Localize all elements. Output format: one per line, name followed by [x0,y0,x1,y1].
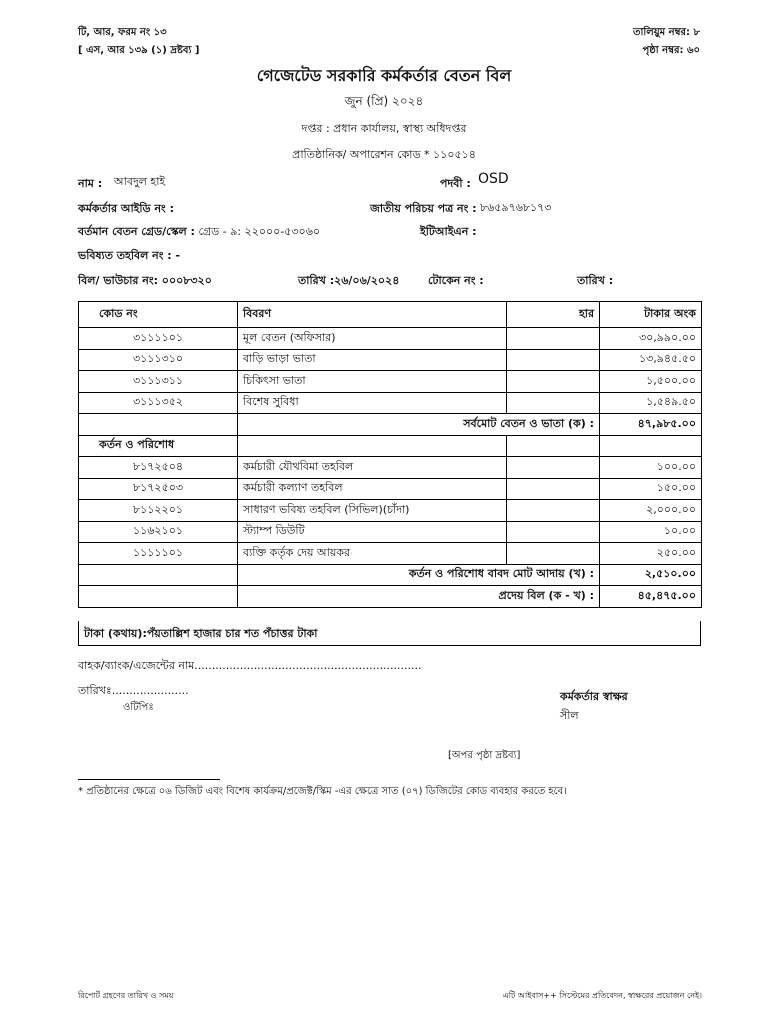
bill-title: গেজেটেড সরকারি কর্মকর্তার বেতন বিল [256,66,512,85]
row-amount: ১,৫৪৯.৫০ [600,392,702,414]
form-number: টি, আর, ফরম নং ১৩ [78,27,167,38]
name-label: নাম : [78,177,103,190]
deduction-total-label: কর্তন ও পরিশোধ বাবদ মোট আদায় (খ) : [238,564,600,586]
deduction-total-amount: ২,৫১০.০০ [600,564,702,586]
net-payable-label: প্রদেয় বিল (ক - খ) : [238,586,600,608]
seal-label: সীল [560,709,579,722]
table-row [79,521,702,543]
see-overleaf: [অপর পৃষ্ঠা দ্রষ্টব্য] [448,750,521,761]
designation-value: OSD [478,171,509,187]
row-description: সাধারণ ভবিষ্য তহবিল (সিভিল)(চাঁদা) [238,500,507,522]
system-note: এটি আইবাস++ সিস্টেমের প্রতিবেদন, স্বাক্ষরের প্রয়োজন নেই। [502,991,702,1000]
rule-reference: [ এস, আর ১৩৯ (১) দ্রষ্টব্য ] [78,45,200,56]
bill-month: জুন (প্রি) ২০২৪ [344,94,424,108]
row-description: ব্যক্তি কর্তৃক দেয় আয়কর [238,543,507,565]
voucher-number: বিল/ ভাউচার নং: ০০০৮৩২০ [78,274,212,287]
table-row [79,371,702,393]
row-code: ৩১১১৩১০ [79,349,238,371]
row-amount: ১৫০.০০ [600,478,702,500]
header-code: কোড নং [79,302,238,328]
tin-label: ইটিআইএন : [420,225,477,238]
deduction-header: কর্তন ও পরিশোধ [79,435,238,457]
table-row [79,392,702,414]
nid-value: ৮৬৫৯৭৬৮১৭৩ [480,201,552,214]
token-number: টোকেন নং : [428,274,484,287]
row-description: বিশেষ সুবিধা [238,392,507,414]
row-amount: ২,০০০.০০ [600,500,702,522]
row-code: ৮১১২২০১ [79,500,238,522]
gross-total-label: সর্বমোট বেতন ও ভাতা (ক) : [238,414,600,436]
table-row [79,457,702,479]
row-code: ৮১৭২৫০৪ [79,457,238,479]
amount-in-words: টাকা (কথায়):পঁয়তাল্লিশ হাজার চার শত পঁচাত্তর টাকা [78,621,701,646]
row-code: ১১১১১০১ [79,543,238,565]
list-number: তালিয়ুম নম্বর: ৮ [633,27,700,38]
row-amount: ৩০,৯৯০.০০ [600,328,702,350]
row-amount: ১৩,৯৪৫.৫০ [600,349,702,371]
header-rate: হার [507,302,600,328]
row-code: ৩১১১৩৫২ [79,392,238,414]
officer-id-label: কর্মকর্তার আইডি নং : [78,202,174,215]
net-payable-amount: ৪৫,৪৭৫.০০ [600,586,702,608]
token-date: তারিখ : [577,274,614,287]
deduction-total-row [79,564,702,586]
row-description: চিকিৎসা ভাতা [238,371,507,393]
bill-table [78,301,702,608]
footnote: * প্রতিষ্ঠানের ক্ষেত্রে ০৬ ডিজিট এবং বিশেষ কার্যক্রম/প্রজেক্ট/স্কিম -এর ক্ষেত্রে সাত (০৭) ডিজিটের কোড ব্যবহার করতে হবে। [78,786,567,797]
row-description: কর্মচারী যৌথবিমা তহবিল [238,457,507,479]
provident-fund-label: ভবিষ্যত তহবিল নং : - [78,249,181,262]
page-number: পৃষ্ঠা নম্বর: ৬০ [642,45,700,56]
row-description: বাড়ি ভাড়া ভাতা [238,349,507,371]
row-amount: ২৫০.০০ [600,543,702,565]
row-code: ১১৬২১০১ [79,521,238,543]
table-row [79,500,702,522]
deduction-header-row [79,435,702,457]
voucher-date: তারিখ :২৬/০৬/২০২৪ [298,274,400,287]
pay-scale-label: বর্তমান বেতন গ্রেড/স্কেল : [78,225,195,238]
pay-scale [78,223,320,242]
row-description: স্ট্যাম্প ডিউটি [238,521,507,543]
row-code: ৩১১১১০১ [79,328,238,350]
designation-label: পদবী : [440,177,471,190]
table-header-row [79,302,702,328]
table-row [79,478,702,500]
footnote-divider [78,779,220,780]
table-row [79,543,702,565]
name-value: আবদুল হাই [114,175,166,188]
row-code: ৩১১১৩১১ [79,371,238,393]
office-name: দপ্তর : প্রধান কার্যালয়, স্বাস্থ্য অধিদপ্তর [301,122,467,135]
operation-code: প্রাতিষ্ঠানিক/ অপারেশন কোড * ১১০৫১৪ [292,148,476,161]
row-description: কর্মচারী কল্যাণ তহবিল [238,478,507,500]
otp-label: ওটিপিঃ [123,702,154,713]
gross-total-amount: ৪৭,৯৮৫.০০ [600,414,702,436]
table-row [79,328,702,350]
row-code: ৮১৭২৫০৩ [79,478,238,500]
bearer-name-line: বাহক/ব্যাংক/এজেন্টের নাম................................................................. [78,659,422,672]
header-description: বিবরণ [238,302,507,328]
net-payable-row [79,586,702,608]
row-amount: ১০০.০০ [600,457,702,479]
row-amount: ১০.০০ [600,521,702,543]
nid-label: জাতীয় পরিচয় পত্র নং : [370,202,477,215]
officer-signature-label: কর্মকর্তার স্বাক্ষর [560,690,628,703]
header-amount: টাকার অংক [600,302,702,328]
row-description: মূল বেতন (অফিসার) [238,328,507,350]
date-line: তারিখঃ...................... [78,684,189,697]
gross-total-row [79,414,702,436]
row-amount: ১,৫০০.০০ [600,371,702,393]
report-time-label: রিপোর্ট গ্রহণের তারিখ ও সময় [78,991,174,1000]
pay-scale-value: গ্রেড - ৯: ২২০০০-৫৩০৬০ [198,225,321,238]
table-row [79,349,702,371]
